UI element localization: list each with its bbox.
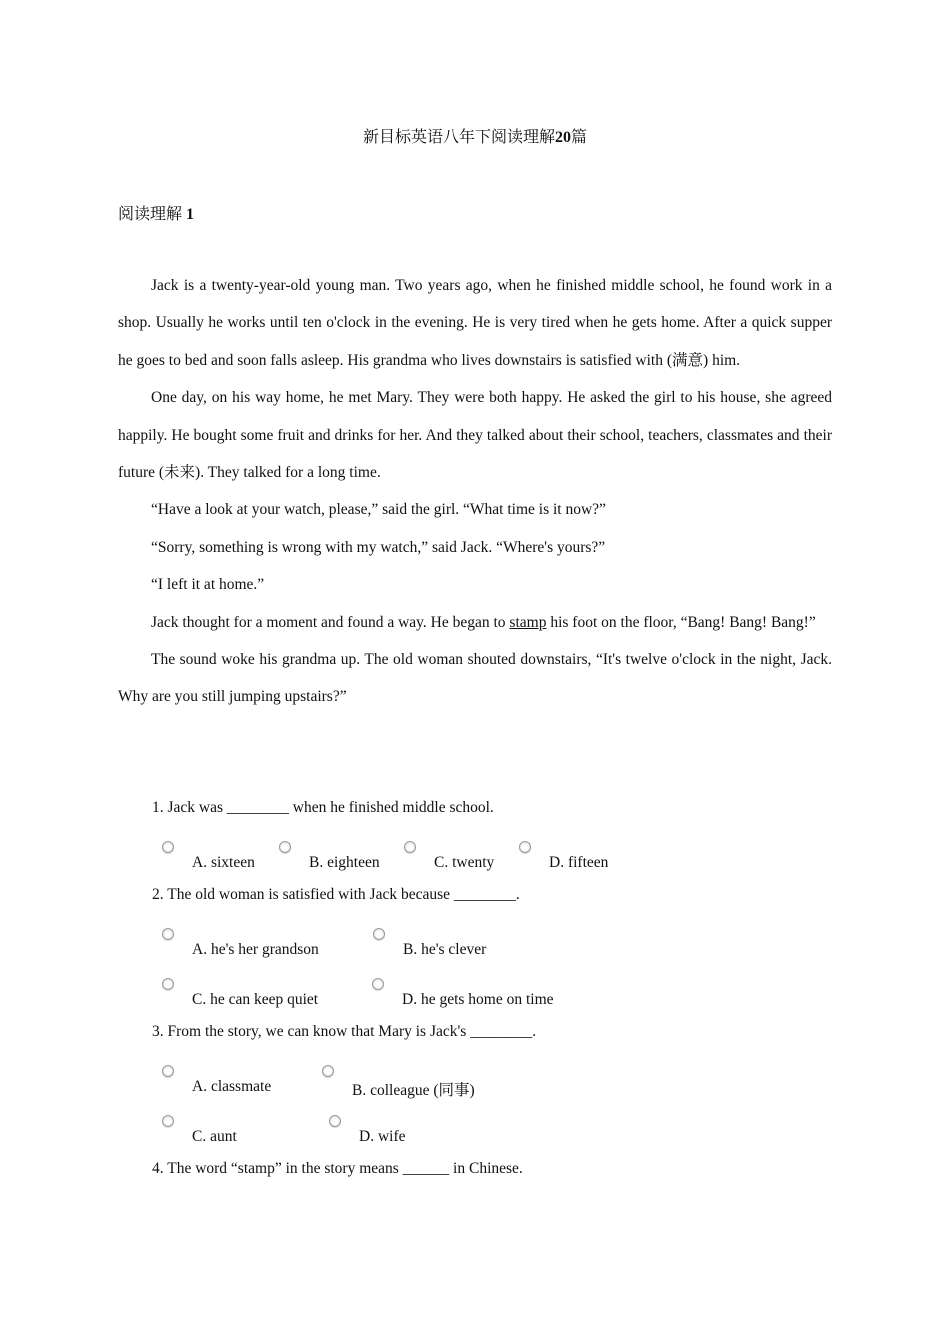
- passage-paragraph: “I left it at home.”: [151, 576, 265, 594]
- radio-button-icon[interactable]: [372, 978, 384, 990]
- question-stem: 3. From the story, we can know that Mary is Jack's ________.: [152, 1023, 537, 1040]
- passage-paragraph: Jack is a twenty-year-old young man. Two years ago, when he finished middle school, he found work in a shop. Usually he works until ten o'clock in the evening. He is very tired when he gets home. After a quick supper he goes to bed and soon falls asleep. His grandma who lives downstairs is satisfied with (满意) him.: [118, 277, 832, 369]
- question-stem: 1. Jack was ________ when he finished middle school.: [152, 799, 494, 816]
- option-label: C. aunt: [192, 1128, 237, 1145]
- option-label: A. he's her grandson: [192, 941, 319, 958]
- section-number: 1: [186, 206, 195, 223]
- passage-paragraph: The sound woke his grandma up. The old woman shouted downstairs, “It's twelve o'clock in the night, Jack. Why are you still jumping upstairs?”: [118, 651, 832, 706]
- option-label: A. classmate: [192, 1078, 272, 1095]
- title-main: 新目标英语八年下阅读理解: [362, 129, 555, 146]
- passage-paragraph: One day, on his way home, he met Mary. They were both happy. He asked the girl to his house, she agreed happily. He bought some fruit and drinks for her. And they talked about their school, teachers, classmates and their future (未来). They talked for a long time.: [118, 389, 832, 482]
- option-label: B. he's clever: [403, 941, 487, 958]
- question-stem: 4. The word “stamp” in the story means ______ in Chinese.: [152, 1160, 523, 1177]
- reading-passage: [118, 267, 832, 716]
- radio-button-icon[interactable]: [329, 1115, 341, 1127]
- section-label: 阅读理解: [118, 206, 183, 223]
- option-label: D. fifteen: [549, 854, 609, 871]
- radio-button-icon[interactable]: [279, 841, 291, 853]
- radio-button-icon[interactable]: [519, 841, 531, 853]
- option-label: C. twenty: [434, 854, 495, 871]
- passage-paragraph: “Have a look at your watch, please,” said the girl. “What time is it now?”: [151, 501, 606, 519]
- radio-button-icon[interactable]: [373, 928, 385, 940]
- radio-button-icon[interactable]: [162, 1065, 174, 1077]
- radio-button-icon[interactable]: [162, 841, 174, 853]
- option-label: D. he gets home on time: [402, 991, 554, 1008]
- document-title: [0, 124, 950, 147]
- radio-button-icon[interactable]: [162, 1115, 174, 1127]
- option-label: D. wife: [359, 1128, 406, 1145]
- radio-button-icon[interactable]: [162, 928, 174, 940]
- passage-text: his foot on the floor, “Bang! Bang! Bang!”: [546, 613, 816, 631]
- passage-paragraph: “Sorry, something is wrong with my watch,” said Jack. “Where's yours?”: [151, 538, 606, 556]
- passage-text: Jack thought for a moment and found a way. He began to: [151, 613, 510, 631]
- question-stem: 2. The old woman is satisfied with Jack because ________.: [152, 886, 520, 903]
- title-number: 20: [555, 129, 571, 146]
- section-heading: [118, 201, 194, 224]
- radio-button-icon[interactable]: [404, 841, 416, 853]
- option-label: B. colleague (同事): [352, 1082, 475, 1099]
- option-label: C. he can keep quiet: [192, 991, 319, 1008]
- radio-button-icon[interactable]: [322, 1065, 334, 1077]
- option-label: B. eighteen: [309, 854, 380, 871]
- option-label: A. sixteen: [192, 854, 255, 871]
- passage-paragraph: [118, 604, 832, 641]
- title-tail: 篇: [571, 129, 588, 146]
- radio-button-icon[interactable]: [162, 978, 174, 990]
- underlined-word: stamp: [509, 613, 547, 631]
